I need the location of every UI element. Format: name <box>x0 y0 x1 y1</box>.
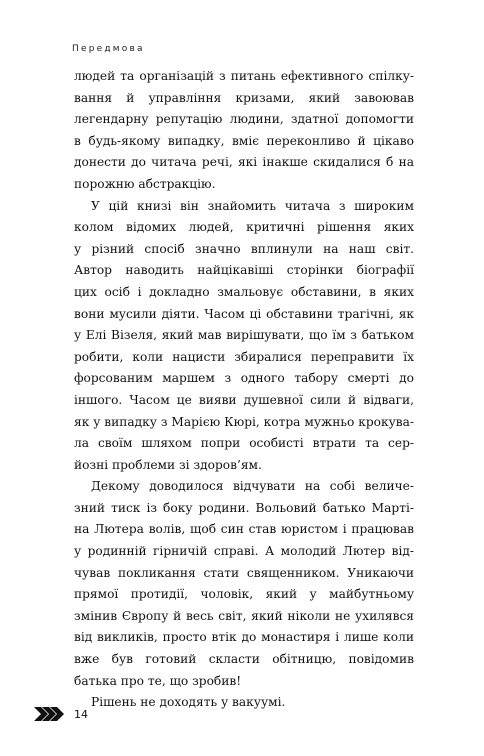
text-line: Автор наводить найцікавіші сторінки біографії <box>74 263 414 278</box>
paragraph <box>74 692 414 714</box>
text-line: У цій книзі він знайомить читача з широким <box>91 198 414 213</box>
text-line: вони мусили діяти. Часом ці обставини трагічні, як <box>74 306 414 321</box>
body-text <box>74 66 414 714</box>
text-line: порожню абстракцію. <box>74 176 216 191</box>
text-line: на Лютера волів, щоб син став юристом і працював <box>74 522 414 537</box>
text-line: іншого. Часом це вияви душевної сили й відваги, <box>74 392 414 407</box>
text-line: вже був готовий скласти обітницю, повідомив <box>74 652 414 667</box>
text-line: у різний спосіб значно вплинули на наш світ. <box>74 241 414 256</box>
text-line: донести до читача речі, які інакше скидалися б на <box>74 155 414 170</box>
double-chevron-right-icon <box>34 707 64 721</box>
text-line: у Елі Візеля, який мав вирішувати, що їм з батьком <box>74 328 414 343</box>
text-line: робити, коли нацисти збиралися переправити їх <box>74 349 414 364</box>
text-line: колом відомих людей, критичні рішення яких <box>74 220 414 235</box>
text-line: в будь-якому випадку, вміє переконливо й цікаво <box>74 133 414 148</box>
text-line: людей та організацій з питань ефективного спілку- <box>74 69 414 83</box>
text-line: змінив Європу й весь світ, який ніколи не ухилявся <box>74 608 414 623</box>
text-line: ла своїм шляхом попри особисті втрати та сер- <box>74 436 414 451</box>
text-line: легендарну репутацію людини, здатної допомогти <box>74 112 414 127</box>
page-footer <box>34 706 88 722</box>
text-line: зний тиск із боку родини. Вольовий батько Марті- <box>74 500 414 515</box>
text-line: форсованим маршем з одного табору смерті до <box>74 371 414 386</box>
paragraph <box>74 476 414 692</box>
paragraph <box>74 66 414 196</box>
page-number: 14 <box>74 707 88 721</box>
text-line: батька про те, що зробив! <box>74 673 242 688</box>
text-line: чував покликання стати священником. Уникаючи <box>74 565 414 580</box>
text-line: вання й управління кризами, який завоював <box>74 90 414 105</box>
text-line: прямої протидії, чоловік, який у майбутньому <box>74 587 414 602</box>
text-line: йозні проблеми зі здоров’ям. <box>74 457 262 472</box>
running-head: Передмова <box>72 44 145 54</box>
text-line: від викликів, просто втік до монастиря і лише коли <box>74 630 414 645</box>
text-line: цих осіб і докладно змальовує обставини, в яких <box>74 284 414 299</box>
text-line: у родинній гірничій справі. А молодий Лютер від- <box>74 544 414 559</box>
paragraph <box>74 196 414 477</box>
text-line: Декому доводилося відчувати на собі величе- <box>91 479 414 494</box>
text-line: як у випадку з Марією Кюрі, котра мужньо крокува- <box>74 414 414 429</box>
text-line: Рішень не доходять у вакуумі. <box>91 695 286 710</box>
